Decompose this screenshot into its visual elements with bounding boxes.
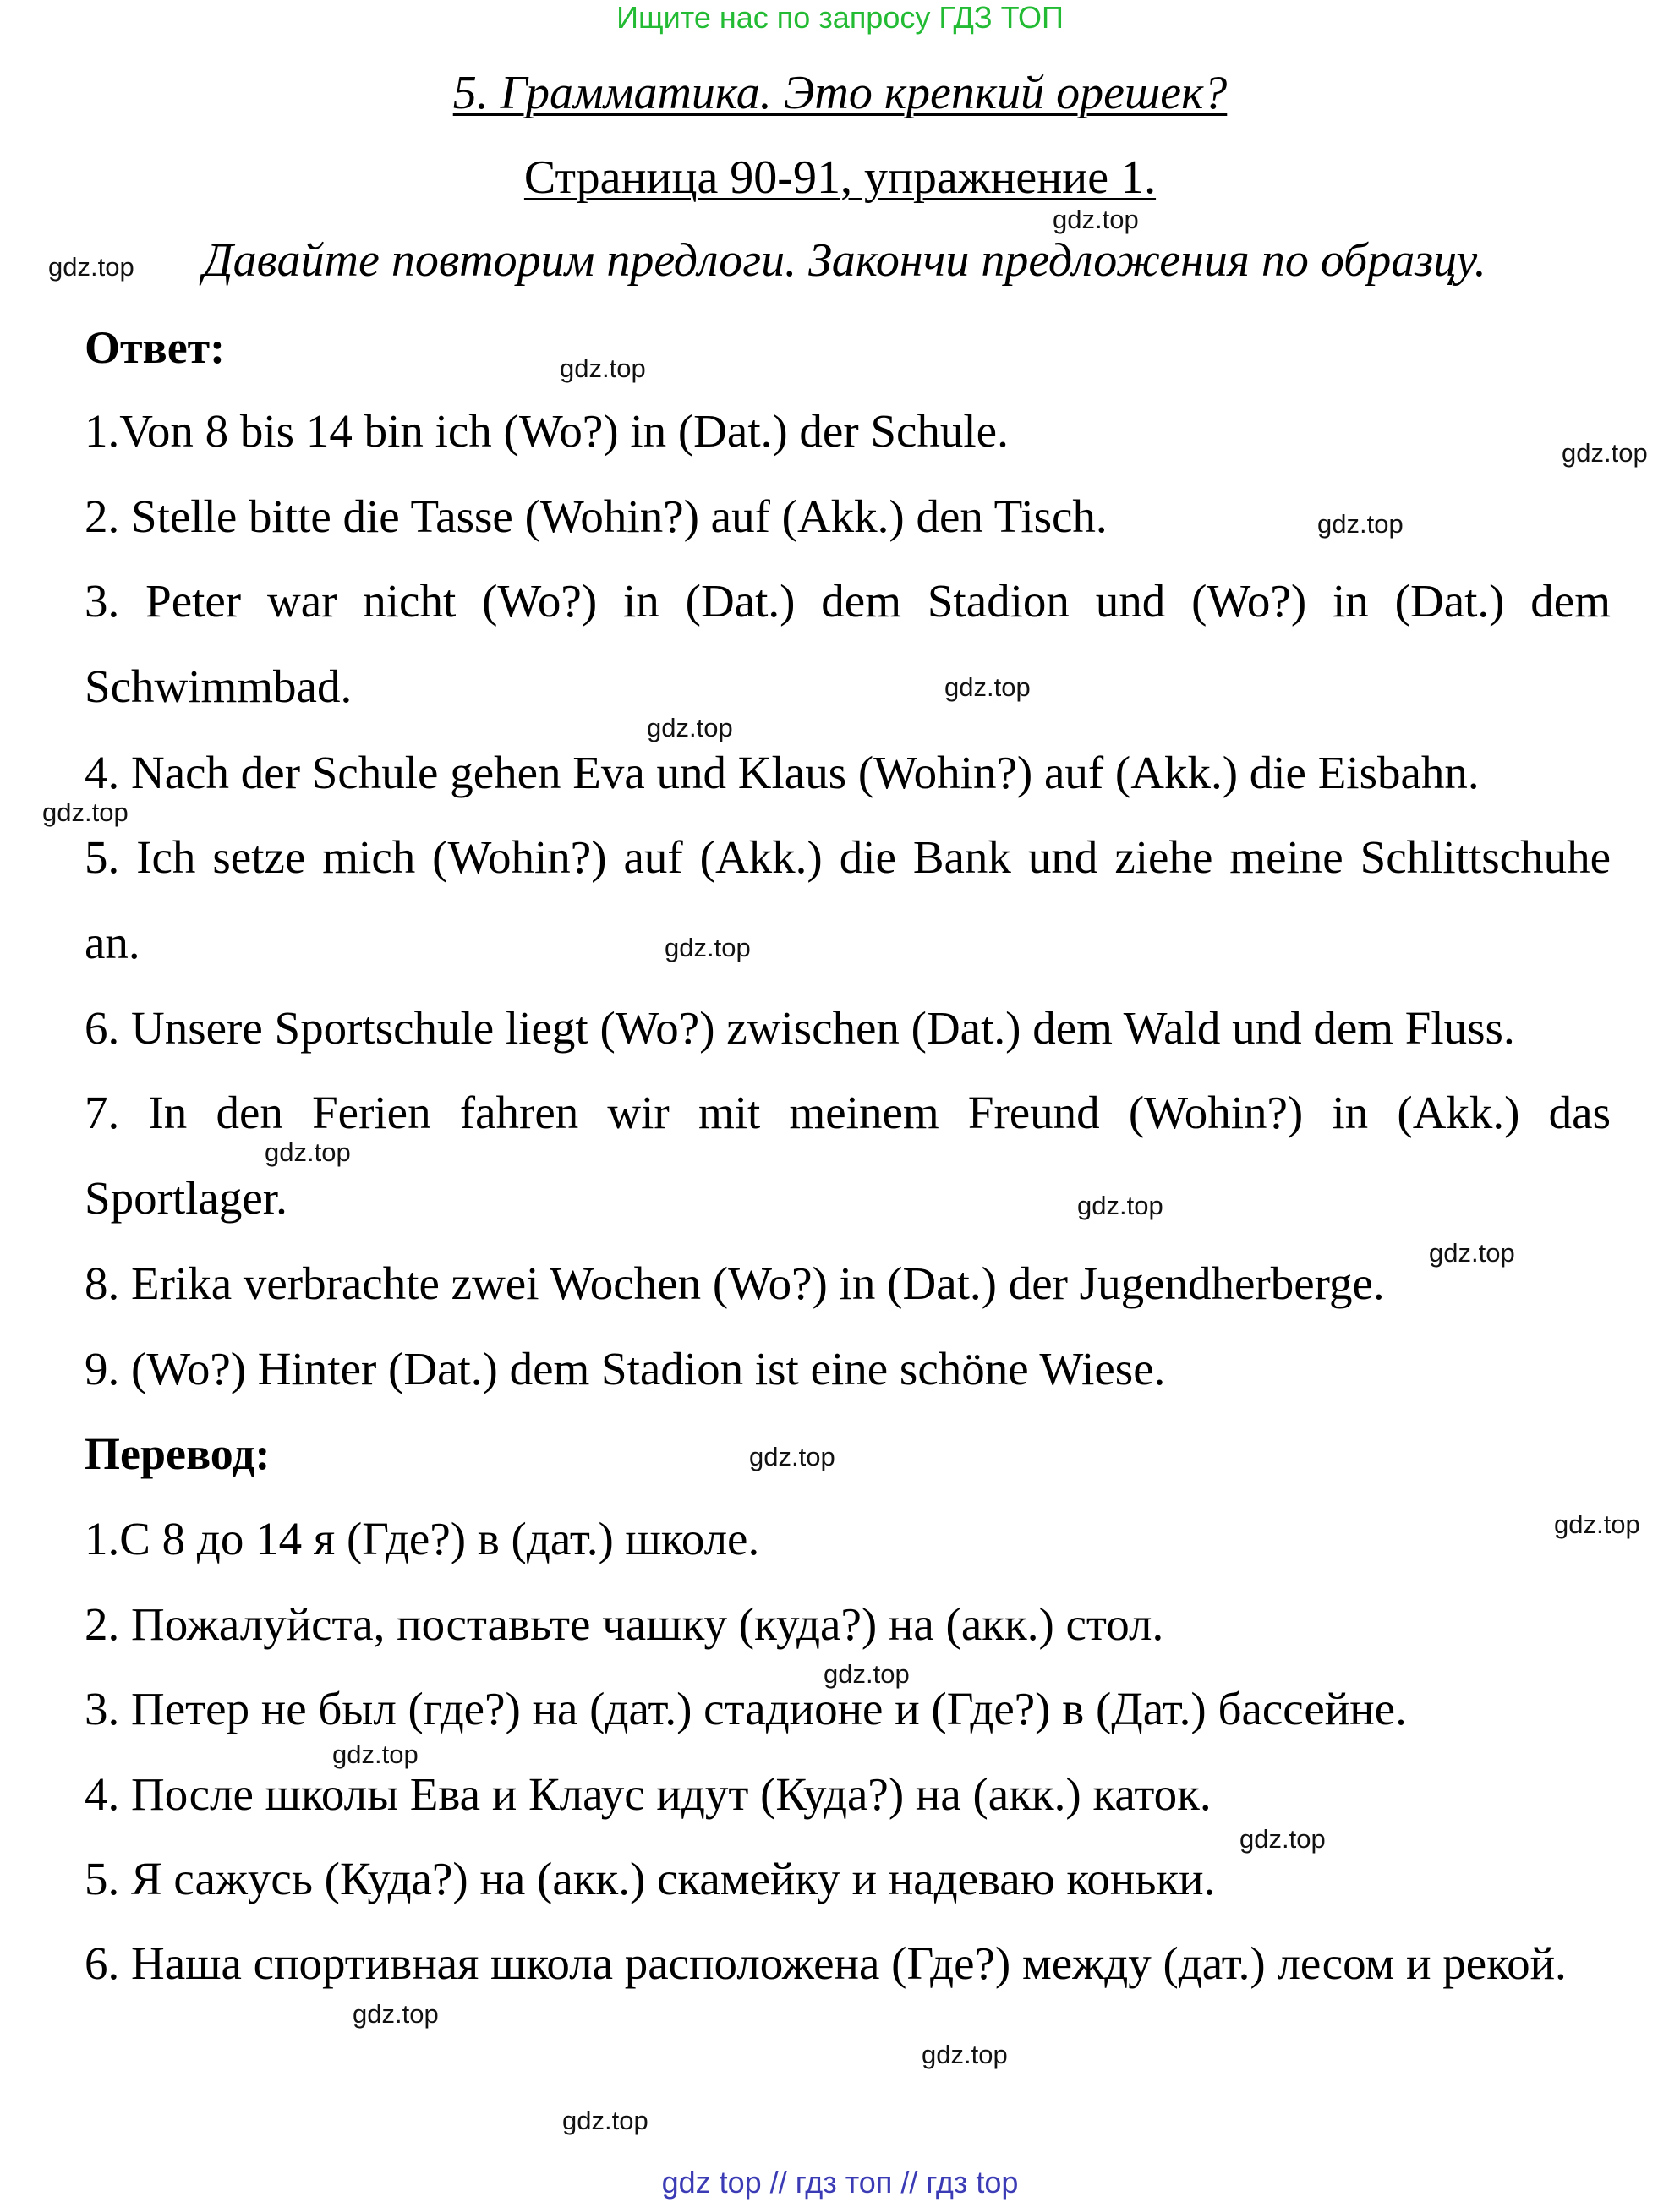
- watermark: gdz.top: [560, 353, 646, 383]
- page-exercise-title: Страница 90-91, упражнение 1.: [523, 151, 1157, 204]
- exercise-instruction: Давайте повторим предлоги. Закончи предложения по образцу.: [203, 234, 1486, 287]
- watermark: gdz.top: [1239, 1824, 1326, 1854]
- answer-item: 6. Unsere Sportschule liegt (Wo?) zwischen (Dat.) dem Wald und dem Fluss.: [85, 1002, 1515, 1054]
- watermark: gdz.top: [353, 1999, 439, 2029]
- translation-item: 3. Петер не был (где?) на (дат.) стадионе и (Где?) в (Дат.) бассейне.: [85, 1683, 1407, 1734]
- translation-item: 5. Я сажусь (Куда?) на (акк.) скамейку и надеваю коньки.: [85, 1853, 1216, 1904]
- answer-item: 5. Ich setze mich (Wohin?) auf (Akk.) die Bank und ziehe meine Schlittschuhe an.: [85, 831, 1611, 968]
- answer-item: 7. In den Ferien fahren wir mit meinem Freund (Wohin?) in (Akk.) das Sportlager.: [85, 1087, 1611, 1224]
- watermark: gdz.top: [944, 672, 1031, 702]
- watermark: gdz.top: [1077, 1191, 1163, 1220]
- answer-item: 9. (Wo?) Hinter (Dat.) dem Stadion ist eine schöne Wiese.: [85, 1343, 1166, 1394]
- translation-item: 6. Наша спортивная школа расположена (Где?) между (дат.) лесом и рекой.: [85, 1937, 1567, 1989]
- watermark: gdz.top: [1317, 509, 1404, 539]
- answer-item: 1.Von 8 bis 14 bin ich (Wo?) in (Dat.) der Schule.: [85, 405, 1009, 457]
- watermark: gdz.top: [42, 797, 129, 827]
- top-banner[interactable]: Ищите нас по запросу ГДЗ ТОП: [616, 0, 1064, 35]
- watermark: gdz.top: [1562, 438, 1648, 468]
- watermark: gdz.top: [562, 2106, 648, 2135]
- footer-links[interactable]: gdz top // гдз топ // гдз top: [661, 2165, 1019, 2200]
- watermark: gdz.top: [332, 1740, 419, 1769]
- section-title: 5. Грамматика. Это крепкий орешек?: [452, 67, 1228, 119]
- watermark: gdz.top: [922, 2040, 1008, 2069]
- watermark: gdz.top: [1429, 1238, 1515, 1268]
- translation-item: 2. Пожалуйста, поставьте чашку (куда?) на (акк.) стол.: [85, 1598, 1164, 1650]
- watermark: gdz.top: [665, 933, 751, 962]
- answer-item: 8. Erika verbrachte zwei Wochen (Wo?) in (Dat.) der Jugendherberge.: [85, 1257, 1385, 1309]
- watermark: gdz.top: [647, 713, 733, 742]
- answer-item: 2. Stelle bitte die Tasse (Wohin?) auf (Akk.) den Tisch.: [85, 490, 1108, 542]
- translation-heading: Перевод:: [85, 1428, 271, 1479]
- watermark: gdz.top: [265, 1137, 351, 1167]
- watermark: gdz.top: [1053, 205, 1139, 234]
- answer-heading: Ответ:: [85, 322, 226, 373]
- answer-item: 4. Nach der Schule gehen Eva und Klaus (Wohin?) auf (Akk.) die Eisbahn.: [85, 747, 1480, 798]
- watermark: gdz.top: [824, 1659, 910, 1689]
- translation-item: 4. После школы Ева и Клаус идут (Куда?) на (акк.) каток.: [85, 1768, 1212, 1820]
- answer-item: 3. Peter war nicht (Wo?) in (Dat.) dem Stadion und (Wo?) in (Dat.) dem Schwimmbad.: [85, 575, 1611, 712]
- watermark: gdz.top: [48, 252, 134, 282]
- translation-item: 1.С 8 до 14 я (Где?) в (дат.) школе.: [85, 1513, 760, 1564]
- watermark: gdz.top: [1554, 1509, 1640, 1539]
- watermark: gdz.top: [749, 1442, 835, 1471]
